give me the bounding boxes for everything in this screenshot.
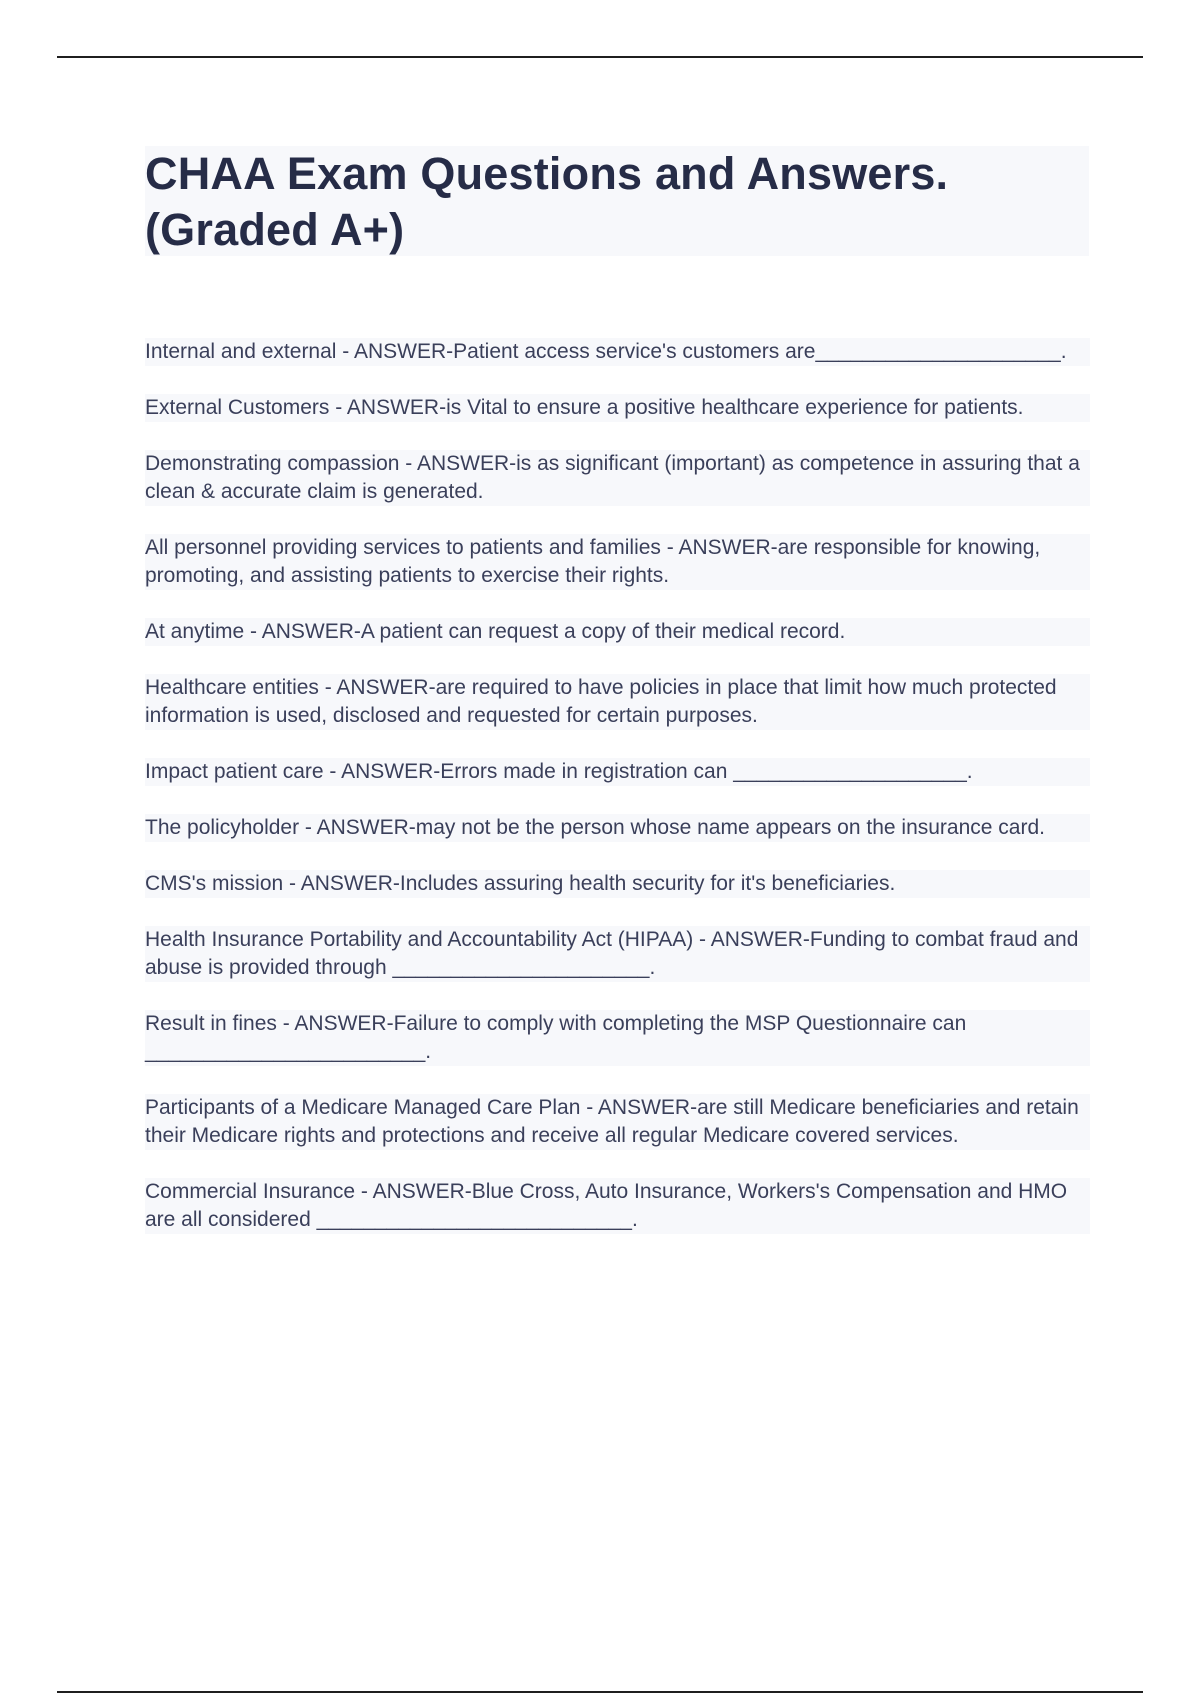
qa-item: Commercial Insurance - ANSWER-Blue Cross, Auto Insurance, Workers's Compensation and HMO are all considered ___________________________. [145, 1178, 1090, 1234]
qa-item: Internal and external - ANSWER-Patient access service's customers are_____________________. [145, 338, 1090, 366]
qa-item: Demonstrating compassion - ANSWER-is as significant (important) as competence in assuring that a clean & accurate claim is generated. [145, 450, 1090, 506]
qa-item: All personnel providing services to patients and families - ANSWER-are responsible for knowing, promoting, and assisting patients to exercise their rights. [145, 534, 1090, 590]
qa-item: CMS's mission - ANSWER-Includes assuring health security for it's beneficiaries. [145, 870, 1090, 898]
qa-item: The policyholder - ANSWER-may not be the person whose name appears on the insurance card. [145, 814, 1090, 842]
title-block [145, 146, 1089, 256]
top-rule [57, 56, 1143, 58]
qa-item: Health Insurance Portability and Accountability Act (HIPAA) - ANSWER-Funding to combat fraud and abuse is provided through ______________________. [145, 926, 1090, 982]
qa-item: External Customers - ANSWER-is Vital to ensure a positive healthcare experience for patients. [145, 394, 1090, 422]
qa-item: Participants of a Medicare Managed Care Plan - ANSWER-are still Medicare beneficiaries and retain their Medicare rights and protections and receive all regular Medicare covered services. [145, 1094, 1090, 1150]
qa-item: Result in fines - ANSWER-Failure to comply with completing the MSP Questionnaire can ________________________. [145, 1010, 1090, 1066]
bottom-rule [57, 1691, 1143, 1693]
qa-item: At anytime - ANSWER-A patient can request a copy of their medical record. [145, 618, 1090, 646]
qa-item: Healthcare entities - ANSWER-are required to have policies in place that limit how much protected information is used, disclosed and requested for certain purposes. [145, 674, 1090, 730]
page-title: CHAA Exam Questions and Answers. (Graded A+) [145, 148, 949, 255]
qa-item: Impact patient care - ANSWER-Errors made in registration can ____________________. [145, 758, 1090, 786]
qa-list [145, 338, 1090, 1262]
